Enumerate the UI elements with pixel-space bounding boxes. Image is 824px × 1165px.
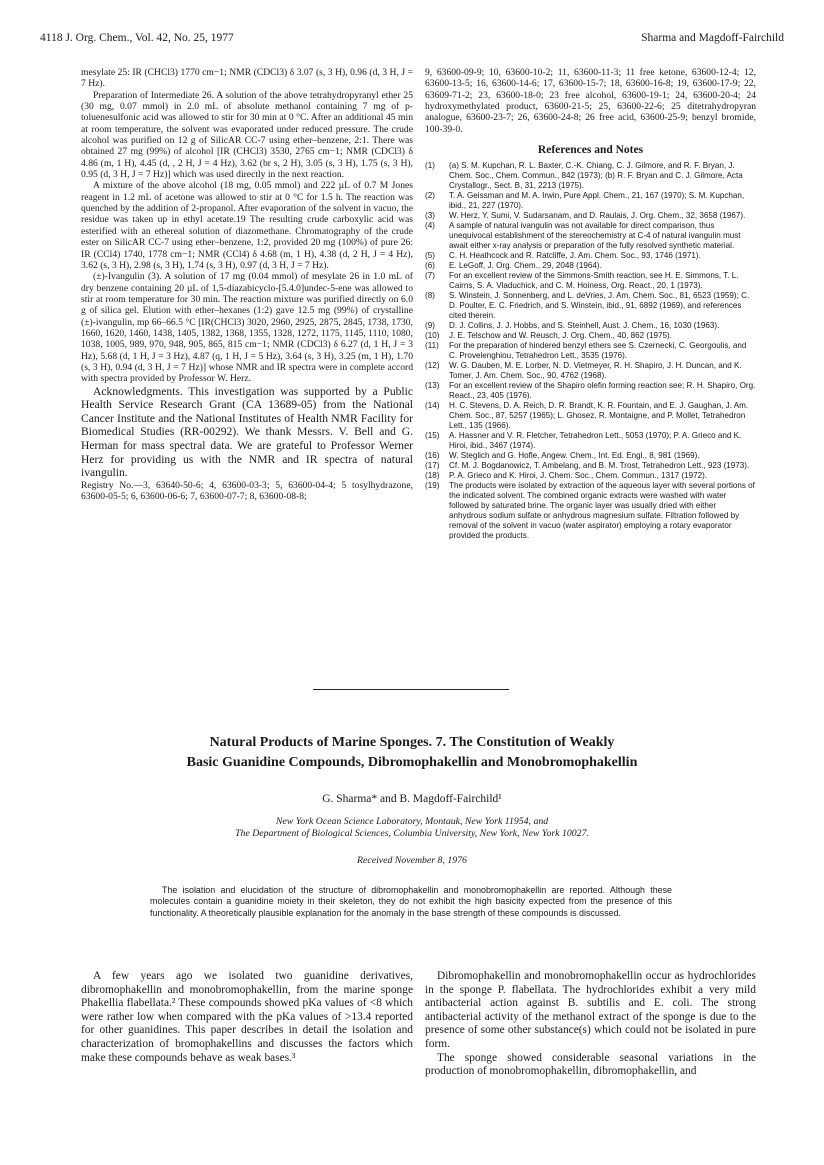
reference-number: (9) bbox=[425, 321, 435, 331]
reference-text: The products were isolated by extraction of the aqueous layer with several portions of the indicated solvent. The combined organic extracts were washed with water followed by saturated brine. The organic layer was usually dried with either anhydrous sodium sulfate or anhydrous magnesium sulfate. Filtration followed by removal of the solvent in vacuo (water aspirator) employing a rotary evaporator provided the products. bbox=[449, 481, 755, 541]
reference-number: (14) bbox=[425, 401, 440, 411]
reference-item bbox=[425, 341, 756, 361]
reference-number: (1) bbox=[425, 161, 435, 171]
registry-numbers-continued: 9, 63600-09-9; 10, 63600-10-2; 11, 63600-11-3; 11 free ketone, 63600-12-4; 12, 63600-13-5; 16, 63600-14-6; 17, 63600-15-7; 18, 63600-16-8; 19, 63600-17-9; 22, 63609-71-2; 23, 63600-18-0; 23 free alcohol, 63600-19-1; 24, 63600-20-4; 24 hydroxymethylated product, 63600-21-5; 25, 63600-22-6; 25 ditetrahydropyran analogue, 63600-23-7; 26, 63600-24-8; 26 free acid, 63600-25-9; benzyl bromide, 100-39-0. bbox=[425, 67, 756, 135]
reference-text: E. LeGoff, J. Org. Chem., 29, 2048 (1964). bbox=[449, 261, 602, 271]
reference-number: (10) bbox=[425, 331, 440, 341]
registry-numbers: Registry No.—3, 63640-50-6; 4, 63600-03-3; 5, 63600-04-4; 5 tosylhydrazone, 63600-05-5; 6, 63600-06-6; 7, 63600-07-7; 8, 63600-08-8; bbox=[81, 479, 413, 503]
reference-number: (12) bbox=[425, 361, 440, 371]
reference-item bbox=[425, 161, 756, 191]
reference-text: (a) S. M. Kupchan, R. L. Baxter, C.-K. Chiang, C. J. Gilmore, and R. F. Bryan, J. Chem. Soc., Chem. Commun., 842 (1973); (b) R. F. Bryan and C. J. Gilmore, Acta Crystallogr., Sect. B, 31, 2213 (1975). bbox=[449, 161, 743, 191]
reference-item bbox=[425, 291, 756, 321]
reference-text: W. Herz, Y. Sumi, V. Sudarsanam, and D. Raulais, J. Org. Chem., 32, 3658 (1967). bbox=[449, 211, 746, 221]
article-title: Natural Products of Marine Sponges. 7. The Constitution of Weakly Basic Guanidine Compounds, Dibromophakellin and Monobromophakellin bbox=[186, 735, 638, 770]
paragraph-ivangulin: (±)-Ivangulin (3). A solution of 17 mg (0.04 mmol) of mesylate 26 in 1.0 mL of dry benzene containing 20 µL of 1,5-diazabicyclo-[5.4.0]undec-5-ene was allowed to stir at room temperature for 30 min. The reaction mixture was purified directly on 6.0 g of silica gel. Elution with ether–hexanes (1:2) gave 12.5 mg (99%) of crystalline (±)-ivangulin, mp 66–66.5 °C [IR(CHCl3) 3020, 2960, 2925, 2875, 2845, 1738, 1730, 1660, 1620, 1460, 1438, 1405, 1382, 1368, 1355, 1328, 1272, 1175, 1145, 1110, 1080, 1038, 1005, 989, 970, 948, 905, 865, 815 cm−1; NMR (CDCl3) δ 6.27 (d, 1 H, J = 3 Hz), 5.68 (d, 1 H, J = 3 Hz), 4.87 (q, 1 H, J = 5 Hz), 3.64 (s, 3 H), 3.25 (m, 1 H), 1.70 (s, 3 H), 0.94 (d, 3 H, J = 7 Hz)] whose NMR and IR spectra were in complete accord with spectra provided by Professor W. Herz. bbox=[81, 271, 413, 385]
reference-number: (17) bbox=[425, 461, 440, 471]
reference-item bbox=[425, 461, 756, 471]
reference-item bbox=[425, 211, 756, 221]
running-header-left: 4118 J. Org. Chem., Vol. 42, No. 25, 1977 bbox=[40, 32, 234, 44]
reference-text: C. H. Heathcock and R. Ratcliffe, J. Am. Chem. Soc., 93, 1746 (1971). bbox=[449, 251, 701, 261]
reference-text: H. C. Stevens, D. A. Reich, D. R. Brandt, K. R. Fountain, and E. J. Gaughan, J. Am. Chem. Soc., 87, 5257 (1965); L. Ghosez, R. Montaigne, and P. Mollet, Tetrahedron Lett., 135 (1966). bbox=[449, 401, 749, 431]
reference-list bbox=[425, 161, 756, 541]
reference-item bbox=[425, 261, 756, 271]
reference-number: (6) bbox=[425, 261, 435, 271]
reference-text: W. G. Dauben, M. E. Lorber, N. D. Vietmeyer, R. H. Shapiro, J. H. Duncan, and K. Tomer, J. Am. Chem. Soc., 90, 4762 (1968). bbox=[449, 361, 742, 381]
reference-item bbox=[425, 471, 756, 481]
acknowledgments: Acknowledgments. This investigation was supported by a Public Health Service Research Grant (CA 13689-05) from the National Cancer Institute and the National Institutes of Health NMR Facility for Biomedical Studies (RR-00292). We thank Messrs. V. Bell and G. Herman for mass spectral data. We are grateful to Professor Werner Herz for providing us with the NMR and IR spectra of natural ivangulin. bbox=[81, 384, 413, 480]
reference-number: (8) bbox=[425, 291, 435, 301]
article-authors: G. Sharma* and B. Magdoff-Fairchild¹ bbox=[322, 793, 502, 805]
reference-item bbox=[425, 331, 756, 341]
reference-text: T. A. Geissman and M. A. Irwin, Pure Appl. Chem., 21, 167 (1970); S. M. Kupchan, ibid., 21, 227 (1970). bbox=[449, 191, 745, 211]
paragraph-jones-oxidation: A mixture of the above alcohol (18 mg, 0.05 mmol) and 222 µL of 0.7 M Jones reagent in 1.2 mL of acetone was allowed to stir at 0 °C for 1.5 h. The reaction was quenched by the addition of 2-propanol. After evaporation of the solvent in vacuo, the residue was taken up in ethyl acetate.19 The resulting crude carboxylic acid was esterified with an ethereal solution of diazomethane. Chromatography of the crude ester on SilicAR CC-7 using ether–benzene, 1:2, provided 20 mg (100%) of pure 26: IR (CCl4) 1740, 1778 cm−1; NMR (CCl4) δ 4.68 (m, 1 H), 4.38 (d, 2 H, J = 4 Hz), 3.62 (s, 3 H), 2.98 (s, 3 H), 1.74 (s, 3 H), 0.97 (d, 3 H, J = 7 Hz). bbox=[81, 180, 413, 271]
references-heading: References and Notes bbox=[537, 144, 644, 157]
received-date: Received November 8, 1976 bbox=[357, 855, 467, 866]
reference-number: (16) bbox=[425, 451, 440, 461]
right-column bbox=[425, 67, 756, 541]
body-right-column bbox=[425, 970, 756, 1079]
reference-item bbox=[425, 361, 756, 381]
reference-item bbox=[425, 321, 756, 331]
reference-number: (11) bbox=[425, 341, 439, 351]
reference-item bbox=[425, 431, 756, 451]
body-paragraph-hydrochlorides: Dibromophakellin and monobromophakellin occur as hydrochlorides in the sponge P. flabellata. The hydrochlorides exhibit a very mild antibacterial action against B. subtilis and E. coli. The strong antibacterial activity of the methanol extract of the sponge is due to the presence of some other substance(s) which could not be isolated in pure form. bbox=[425, 970, 756, 1050]
reference-number: (19) bbox=[425, 481, 440, 491]
reference-item bbox=[425, 481, 756, 541]
reference-text: J. E. Telschow and W. Reusch, J. Org. Chem., 40, 862 (1975). bbox=[449, 331, 672, 341]
reference-number: (7) bbox=[425, 271, 435, 281]
reference-text: For the preparation of hindered benzyl ethers see S. Czernecki, C. Georgoulis, and C. Provelenghiou, Tetrahedron Lett., 3535 (1976). bbox=[449, 341, 747, 361]
reference-item bbox=[425, 451, 756, 461]
reference-number: (4) bbox=[425, 221, 435, 231]
reference-item bbox=[425, 271, 756, 291]
reference-item bbox=[425, 191, 756, 211]
abstract: The isolation and elucidation of the structure of dibromophakellin and monobromophakellin are reported. Although these molecules contain a guanidine moiety in their skeleton, they do not exhibit the high basicity expected from the presence of this functionality. A theoretically plausible explanation for the anomaly in the base strength of these compounds is discussed. bbox=[150, 885, 672, 918]
paragraph-mesylate: mesylate 25: IR (CHCl3) 1770 cm−1; NMR (CDCl3) δ 3.07 (s, 3 H), 0.96 (d, 3 H, J = 7 Hz). bbox=[81, 67, 413, 90]
reference-item bbox=[425, 221, 756, 251]
left-column bbox=[81, 67, 413, 502]
reference-number: (15) bbox=[425, 431, 440, 441]
reference-number: (13) bbox=[425, 381, 440, 391]
reference-text: For an excellent review of the Shapiro olefin forming reaction see; R. H. Shapiro, Org. React., 23, 405 (1976). bbox=[449, 381, 756, 401]
reference-text: A sample of natural ivangulin was not available for direct comparison, thus unequivocal establishment of the stereochemistry at C-4 of natural ivangulin must await either x-ray analysis or preparation of the fully resolved synthetic material. bbox=[449, 221, 741, 251]
reference-text: W. Steglich and G. Hofle, Angew. Chem., Int. Ed. Engl., 8, 981 (1969). bbox=[449, 451, 700, 461]
reference-text: For an excellent review of the Simmons-Smith reaction, see H. E. Simmons, T. L. Cairns, S. A. Vladuchick, and C. M. Hoiness, Org. React., 20, 1 (1973). bbox=[449, 271, 739, 291]
body-paragraph-intro: A few years ago we isolated two guanidine derivatives, dibromophakellin and monobromophakellin, from the marine sponge Phakellia flabellata.² These compounds showed pKa values of <8 which were rather low when compared with the pKa values of >13.4 reported for other guanidines. This paper describes in detail the isolation and characterization of bromophakellins and discusses the factors which make these compounds behave as weak bases.³ bbox=[81, 970, 413, 1064]
paragraph-intermediate-26: Preparation of Intermediate 26. A solution of the above tetrahydropyranyl ether 25 (30 mg, 0.07 mmol) in 2.0 mL of absolute methanol containing 7 mg of p-toluenesulfonic acid was allowed to stir for 30 min at 0 °C. After an additional 45 min at room temperature, the solvent was evaporated under reduced pressure. The crude alcohol was purified on 12 g of SilicAR CC-7 using ether–benzene, 2:1. There was obtained 27 mg (99%) of alcohol [IR (CHCl3) 3530, 2765 cm−1; NMR (CDCl3) δ 4.86 (m, 1 H), 4.45 (d, , 2 H, J = 4 Hz), 3.62 (br s, 2 H), 3.05 (s, 3 H), 1.75 (s, 3 H), 0.95 (d, 3 H, J = 7 Hz)] which was used directly in the next reaction. bbox=[81, 89, 413, 181]
reference-number: (5) bbox=[425, 251, 435, 261]
reference-item bbox=[425, 251, 756, 261]
reference-number: (3) bbox=[425, 211, 435, 221]
reference-text: S. Winstein, J. Sonnenberg, and L. deVries, J. Am. Chem. Soc., 81, 6523 (1959); C. D. Poulter, E. C. Friedrich, and S. Winstein, ibid., 91, 6892 (1969), and references cited therein. bbox=[449, 291, 750, 321]
article-divider bbox=[313, 689, 509, 690]
reference-number: (2) bbox=[425, 191, 435, 201]
running-header-right: Sharma and Magdoff-Fairchild bbox=[641, 32, 784, 44]
reference-number: (18) bbox=[425, 471, 440, 481]
reference-item bbox=[425, 401, 756, 431]
reference-text: D. J. Collins, J. J. Hobbs, and S. Steinhell, Aust. J. Chem., 16, 1030 (1963). bbox=[449, 321, 720, 331]
reference-text: P. A. Grieco and K. Hiroi, J. Chem. Soc., Chem. Commun., 1317 (1972). bbox=[449, 471, 708, 481]
reference-text: Cf. M. J. Bogdanowicz, T. Ambelang, and B. M. Trost, Tetrahedron Lett., 923 (1973). bbox=[449, 461, 750, 471]
reference-text: A. Hassner and V. R. Fletcher, Tetrahedron Lett., 5053 (1970); P. A. Grieco and K. Hiroi, ibid., 3467 (1974). bbox=[449, 431, 742, 451]
reference-item bbox=[425, 381, 756, 401]
body-left-column bbox=[81, 970, 413, 1065]
article-affiliations: New York Ocean Science Laboratory, Montauk, New York 11954, and The Department of Biological Sciences, Columbia University, New York, New York 10027. bbox=[235, 816, 589, 840]
body-paragraph-seasonal: The sponge showed considerable seasonal variations in the production of monobromophakellin, dibromophakellin, and bbox=[425, 1051, 756, 1078]
